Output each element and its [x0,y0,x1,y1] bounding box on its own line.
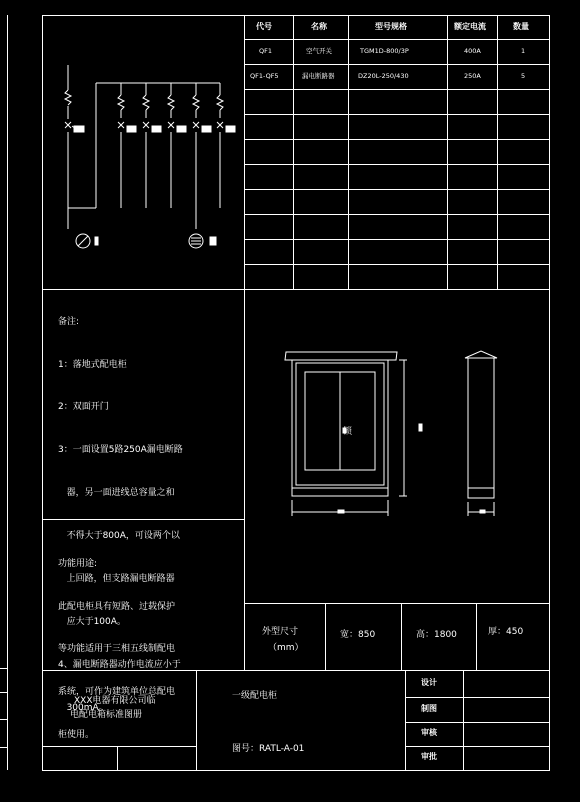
header-code: 代号 [256,22,272,31]
note-line: 4、漏电断路器动作电流应小于 [58,659,181,670]
company-name-line1: XXX电器有限公司临 [74,696,156,706]
note-line: 1：落地式配电柜 [58,359,127,370]
cabinet-side-view [465,351,497,516]
function-line: 此配电柜具有短路、过载保护 [58,601,176,612]
table-cell: QF1-QF5 [250,72,279,80]
dimension-depth: 厚：450 [488,627,524,637]
header-rated-current: 额定电流 [454,22,486,31]
table-cell: 漏电断路器 [302,72,335,80]
table-cell: 5 [521,72,526,80]
table-cell: TGM1D-800/3P [360,47,409,55]
note-line: 应大于100A。 [58,616,126,627]
role-design: 设计 [421,678,437,687]
dimension-width: 宽：850 [340,630,376,640]
table-cell: 1 [521,47,526,55]
role-approval: 审批 [421,752,437,761]
company-name-line2: 电配电箱标准图册 [70,710,143,720]
note-line: 上回路，但支路漏电断路器 [58,574,175,585]
table-cell: 空气开关 [306,47,332,55]
header-quantity: 数量 [513,22,529,31]
header-name: 名称 [311,22,327,31]
note-line: 2：双面开门 [58,402,109,413]
dimension-height: 高：1800 [416,630,457,640]
dimensions-label: 外型尺寸 [262,627,299,637]
function-title: 功能用途: [58,559,98,569]
role-drafting: 制图 [421,704,437,713]
table-cell: 400A [464,47,481,55]
drawing-name: 一级配电柜 [232,691,278,701]
drawing-number: 图号：RATL-A-01 [232,744,305,754]
table-cell: QF1 [259,47,272,55]
dimensions-unit: （mm） [268,643,304,653]
cabinet-front-view [285,352,422,516]
function-line: 柜使用。 [58,730,95,741]
door-lock-label: 锁 [343,427,353,437]
notes-title: 备注: [58,317,80,327]
component-table-grid [244,15,550,289]
header-model: 型号规格 [375,22,407,31]
note-line: 不得大于800A，可设两个以 [58,531,180,542]
note-line: 3：一面设置5路250A漏电断路 [58,445,183,456]
function-line: 等功能适用于三相五线制配电 [58,644,176,655]
role-review: 审核 [421,728,437,737]
branch-breakers [118,83,235,229]
note-line: 器，另一面进线总容量之和 [58,488,175,499]
table-cell: DZ20L-250/430 [358,72,409,80]
main-breaker-symbol [65,65,220,248]
single-line-schematic [65,65,235,248]
table-cell: 250A [464,72,481,80]
function-line: 系统，可作为建筑单位总配电 [58,687,176,698]
meter-symbol [189,234,216,248]
note-line: 300mA。 [58,702,108,713]
